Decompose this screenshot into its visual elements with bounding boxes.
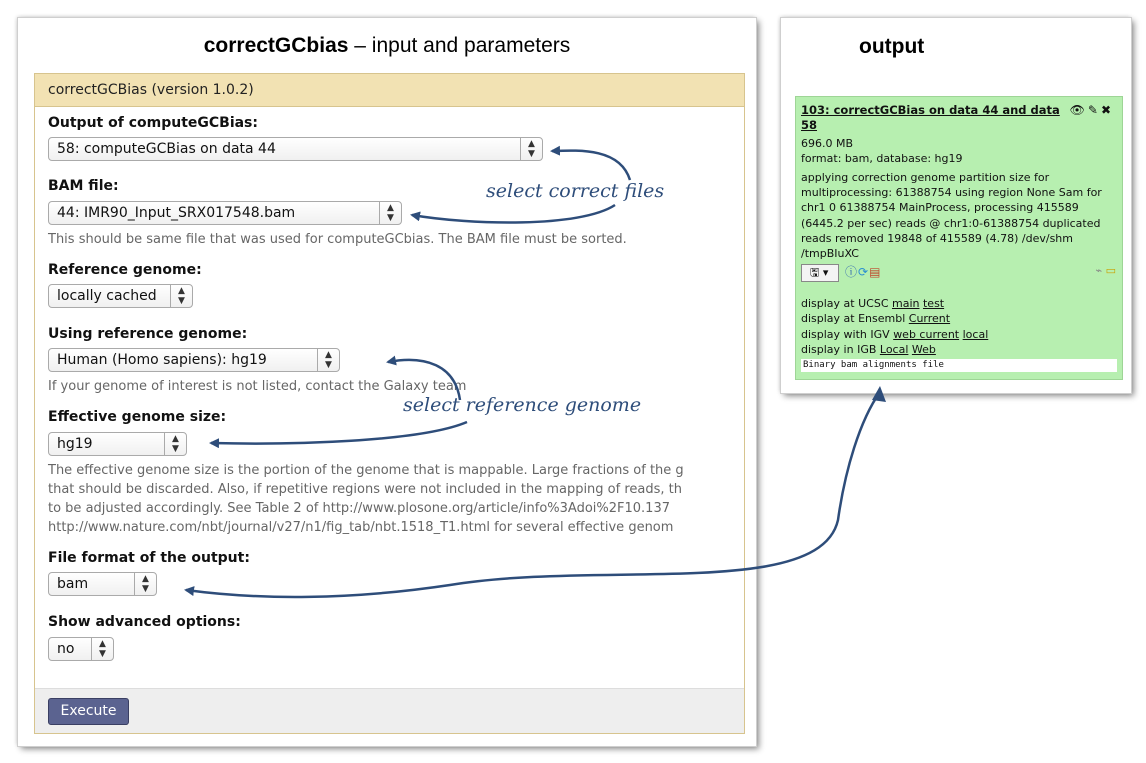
ucsc-main-link[interactable]: main [892, 297, 920, 310]
format-label: File format of the output: [48, 550, 250, 566]
visualize-icon[interactable]: ▤ [869, 265, 882, 279]
dataset-peek: Binary bam alignments file [801, 359, 1117, 372]
ucsc-prefix: display at UCSC [801, 297, 892, 310]
bam-label: BAM file: [48, 178, 119, 194]
tag-icon[interactable]: ⌁ [1095, 264, 1103, 277]
arrow-to-using-select [388, 360, 460, 400]
ensembl-prefix: display at Ensembl [801, 312, 909, 325]
igv-local-link[interactable]: local [962, 328, 989, 341]
title-bold: correctGCbias [203, 34, 349, 57]
dataset-size: 696.0 MB [801, 137, 854, 150]
refgen-select-value: locally cached [57, 288, 157, 304]
delete-icon[interactable]: ✖ [1100, 103, 1114, 117]
pencil-icon[interactable]: ✎ [1087, 103, 1101, 117]
igv-web-link[interactable]: web current [893, 328, 960, 341]
arrow-output-to-format [186, 392, 880, 597]
chevron-updown-icon: ▲ ▼ [164, 433, 186, 455]
refgen-label: Reference genome: [48, 262, 202, 278]
advanced-label: Show advanced options: [48, 614, 241, 630]
annotation-select-genome: select reference genome [403, 394, 642, 416]
execute-button[interactable]: Execute [48, 698, 129, 725]
dataset-title[interactable]: 103: correctGCBias on data 44 and data 58 [801, 103, 1060, 132]
egs-help-2: that should be discarded. Also, if repetitive regions were not included in the mapping of reads, th [48, 482, 682, 497]
info-icon[interactable]: ⓘ [845, 265, 859, 279]
format-select-value: bam [57, 576, 89, 592]
egs-select-value: hg19 [57, 436, 93, 452]
chevron-updown-icon: ▲ ▼ [170, 285, 192, 307]
egs-help-3: to be adjusted accordingly. See Table 2 of http://www.plosone.org/article/info%3Adoi%2F10.137 [48, 501, 670, 516]
arrow-to-output-select [552, 151, 630, 180]
output-label: Output of computeGCBias: [48, 115, 258, 131]
chevron-updown-icon: ▲ ▼ [91, 638, 113, 660]
tool-header: correctGCBias (version 1.0.2) [35, 74, 744, 107]
chevron-updown-icon: ▲ ▼ [520, 138, 542, 160]
arrowhead-to-output-panel [872, 386, 886, 402]
eye-icon[interactable]: 👁 [1069, 103, 1088, 117]
title-rest: – input and parameters [348, 34, 571, 57]
dataset-info: applying correction genome partition size for multiprocessing: 61388754 using region None Sam for chr1 0 61388754 MainProcess, processing 415589 (6445.2 per sec) reads @ chr1:0-61388754 duplicated reads removed 19848 of 415589 (4.78) /dev/shm /tmpBIuXC [801, 171, 1102, 261]
using-select-value: Human (Homo sapiens): hg19 [57, 352, 267, 368]
ucsc-test-link[interactable]: test [922, 297, 945, 310]
rerun-icon[interactable]: ⟳ [858, 265, 870, 279]
egs-label: Effective genome size: [48, 409, 227, 425]
chevron-updown-icon: ▲ ▼ [317, 349, 339, 371]
output-select-value: 58: computeGCBias on data 44 [57, 141, 276, 157]
output-title: output [859, 35, 925, 58]
chevron-updown-icon: ▲ ▼ [134, 573, 156, 595]
igb-prefix: display in IGB [801, 343, 880, 356]
igb-local-link[interactable]: Local [879, 343, 909, 356]
advanced-select-value: no [57, 641, 75, 657]
igb-web-link[interactable]: Web [911, 343, 936, 356]
bam-help: This should be same file that was used for computeGCbias. The BAM file must be sorted. [48, 232, 627, 247]
chevron-updown-icon: ▲ ▼ [379, 202, 401, 224]
annotate-icon[interactable]: ▭ [1105, 264, 1116, 277]
egs-help-4: http://www.nature.com/nbt/journal/v27/n1/fig_tab/nbt.1518_T1.html for several effective genom [48, 520, 674, 535]
using-help: If your genome of interest is not listed, contact the Galaxy team [48, 379, 467, 394]
arrow-to-egs-select [211, 422, 467, 444]
bam-select-value: 44: IMR90_Input_SRX017548.bam [57, 205, 296, 221]
arrow-to-bam-select [412, 205, 615, 223]
ensembl-current-link[interactable]: Current [908, 312, 951, 325]
using-label: Using reference genome: [48, 326, 248, 342]
annotation-select-files: select correct files [486, 180, 665, 202]
dataset-format: format: bam, database: hg19 [801, 152, 963, 165]
igv-prefix: display with IGV [801, 328, 894, 341]
save-dropdown[interactable]: 🖫 ▾ [801, 264, 839, 282]
egs-help-1: The effective genome size is the portion of the genome that is mappable. Large fractions of the g [48, 463, 684, 478]
floppy-disk-icon: 🖫 [810, 266, 820, 279]
